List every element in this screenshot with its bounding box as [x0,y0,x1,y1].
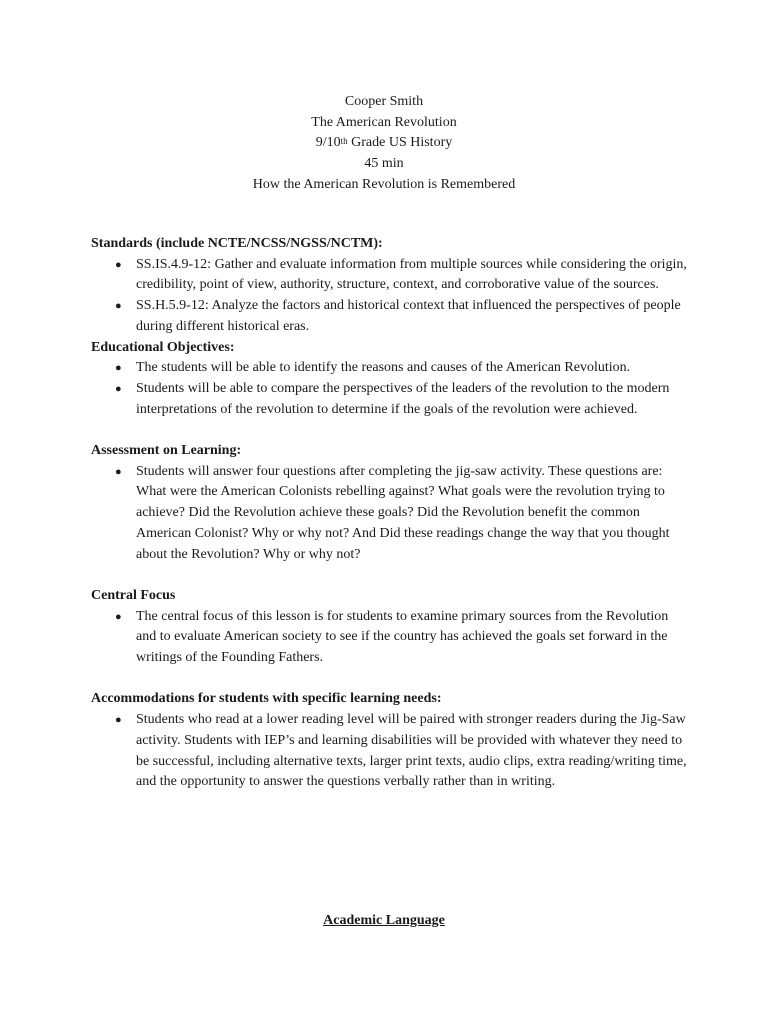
central-focus-item [91,607,691,669]
objectives-item-text: Students will be able to compare the perspectives of the leaders of the revolution to the modern interpretations of the revolution to determine if the goals of the revolution were achieved. [136,380,670,417]
bullet-icon: ● [115,465,122,478]
central-focus-item-text: The central focus of this lesson is for students to examine primary sources from the Revolution and to evaluate American society to see if the country has achieved the goals set forward in the writings of the Founding Fathers. [136,608,669,666]
grade-ordinal: th [340,136,348,147]
spacer [91,420,691,441]
assessment-heading: Assessment on Learning: [91,443,242,459]
assessment-list [91,462,691,566]
spacer [91,565,691,586]
standards-list [91,255,691,338]
bullet-icon: ● [115,362,122,375]
accommodations-list [91,710,691,793]
standards-item-text: SS.H.5.9-12: Analyze the factors and historical context that influenced the perspectives of people during different historical eras. [136,298,681,334]
standards-item [91,296,691,337]
objectives-item-text: The students will be able to identify the reasons and causes of the American Revolution. [136,360,631,376]
assessment-item-text: Students will answer four questions after completing the jig-saw activity. These questions are: What were the American Colonists rebelling against? What goals were the revolution trying to achieve? Did the Revolution achieve these goals? Did the Revolution benefit the common American Colonist? Why or why not? And Did these readings change the way that you thought about the Revolution? Why or why not? [136,463,670,562]
standards-item-text: SS.IS.4.9-12: Gather and evaluate information from multiple sources while considering the origin, credibility, point of view, authority, structure, context, and corroborative value of the sources. [136,256,687,293]
lesson-duration: 45 min [364,156,404,172]
standards-item [91,255,691,296]
accommodations-item [91,710,691,793]
accommodations-heading: Accommodations for students with specific learning needs: [91,691,442,707]
academic-language-heading: Academic Language [323,913,445,928]
spacer [91,669,691,690]
objectives-heading: Educational Objectives: [91,339,235,355]
bullet-icon: ● [115,714,122,727]
grade-number: 9/10 [315,135,341,151]
course-name: Grade US History [347,135,453,151]
bullet-icon: ● [115,610,122,623]
bullet-icon: ● [115,300,122,313]
bullet-icon: ● [115,382,122,395]
bullet-icon: ● [115,258,122,271]
lesson-title: How the American Revolution is Remembered [252,176,516,192]
assessment-item [91,462,691,566]
accommodations-item-text: Students who read at a lower reading level will be paired with stronger readers during the Jig-Saw activity. Students with IEP’s and learning disabilities will be provided with whatever they need to be successful, including alternative texts, larger print texts, audio clips, extra reading/writing time, and the opportunity to answer the questions verbally rather than in writing. [136,712,687,790]
objectives-item [91,358,691,379]
author-name: Cooper Smith [344,94,424,109]
document-header [0,92,768,196]
grade-course [0,133,768,154]
central-focus-heading: Central Focus [91,587,176,603]
lesson-plan-body [91,234,691,793]
objectives-item [91,379,691,420]
standards-heading: Standards (include NCTE/NCSS/NGSS/NCTM): [91,236,383,251]
central-focus-list [91,607,691,669]
objectives-list [91,358,691,420]
unit-title: The American Revolution [311,114,457,130]
